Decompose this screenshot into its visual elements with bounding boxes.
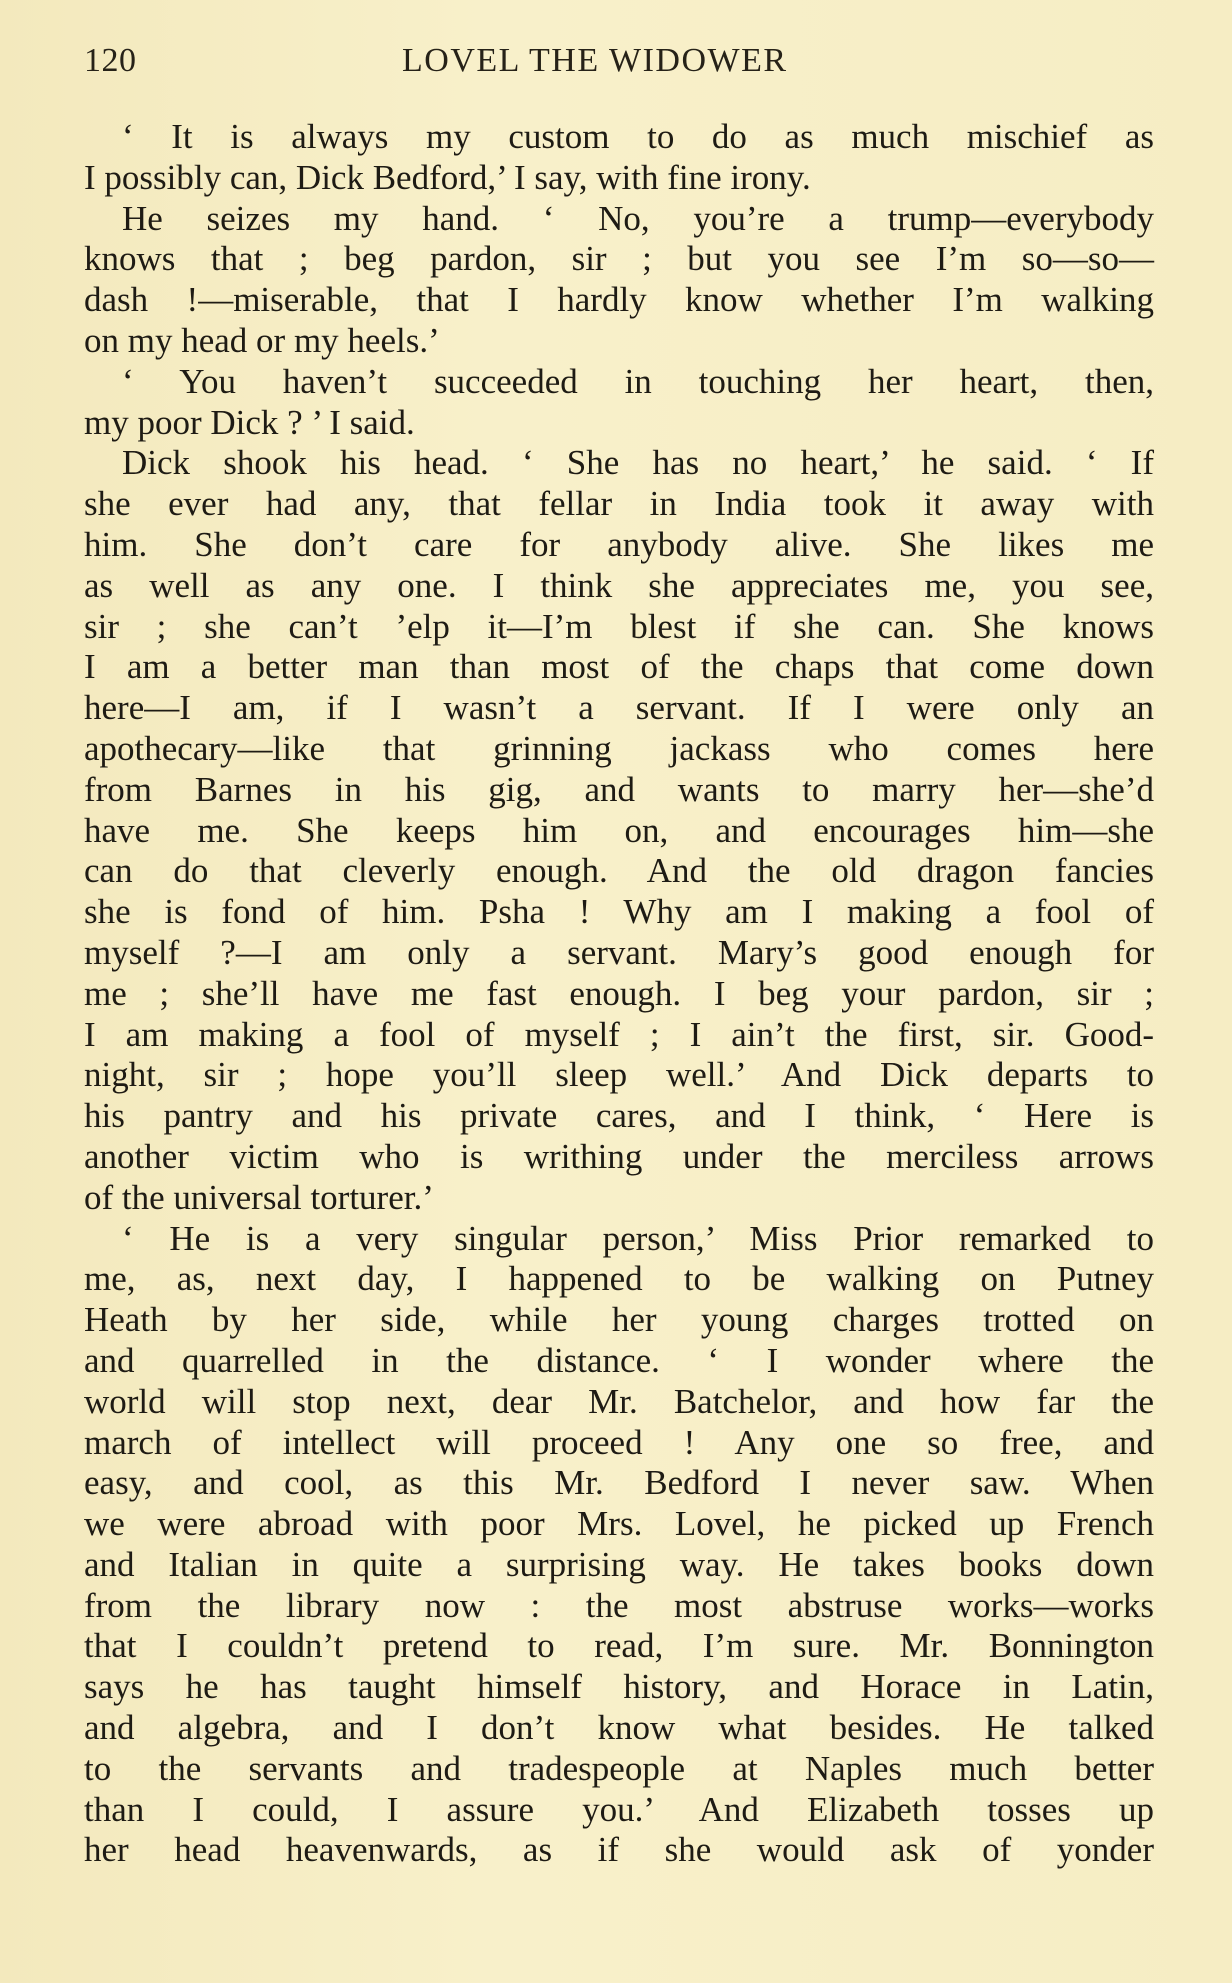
text-line: of the universal torturer.’ (84, 1177, 434, 1217)
text-line: I am making a fool of myself ; I ain’t the first, sir. Good- (84, 1014, 1154, 1054)
text-line: me ; she’ll have me fast enough. I beg your pardon, sir ; (84, 973, 1154, 1013)
text-line: my poor Dick ? ’ I said. (84, 402, 415, 442)
text-line: me, as, next day, I happened to be walking on Putney (84, 1259, 1154, 1299)
text-line: she is fond of him. Psha ! Why am I making a fool of (84, 892, 1154, 932)
text-line: and Italian in quite a surprising way. He takes books down (84, 1544, 1154, 1584)
text-line: sir ; she can’t ’elp it—I’m blest if she can. She knows (84, 606, 1154, 646)
text-line: his pantry and his private cares, and I think, ‘ Here is (84, 1096, 1154, 1136)
text-line: her head heavenwards, as if she would ask of yonder (84, 1830, 1154, 1870)
text-line: we were abroad with poor Mrs. Lovel, he picked up French (84, 1504, 1154, 1544)
text-line: world will stop next, dear Mr. Batchelor, and how far the (84, 1381, 1154, 1421)
text-line: she ever had any, that fellar in India took it away with (84, 484, 1154, 524)
text-line: ‘ You haven’t succeeded in touching her heart, then, (122, 361, 1154, 401)
text-line: night, sir ; hope you’ll sleep well.’ And Dick departs to (84, 1055, 1154, 1095)
text-line: to the servants and tradespeople at Naples much better (84, 1748, 1154, 1788)
text-line: knows that ; beg pardon, sir ; but you see I’m so—so— (84, 239, 1154, 279)
text-line: have me. She keeps him on, and encourages him—she (84, 810, 1154, 850)
text-line: myself ?—I am only a servant. Mary’s good enough for (84, 932, 1154, 972)
text-line: from Barnes in his gig, and wants to marry her—she’d (84, 769, 1154, 809)
text-line: that I couldn’t pretend to read, I’m sure. Mr. Bonnington (84, 1626, 1154, 1666)
text-line: ‘ He is a very singular person,’ Miss Prior remarked to (122, 1218, 1154, 1258)
text-line: Dick shook his head. ‘ She has no heart,’ he said. ‘ If (122, 443, 1154, 483)
text-line: I am a better man than most of the chaps that come down (84, 647, 1154, 687)
text-line: He seizes my hand. ‘ No, you’re a trump—everybody (122, 198, 1154, 238)
text-line: and quarrelled in the distance. ‘ I wonder where the (84, 1340, 1154, 1380)
text-line: easy, and cool, as this Mr. Bedford I never saw. When (84, 1463, 1154, 1503)
page-header (84, 42, 1154, 98)
running-title: LOVEL THE WIDOWER (402, 42, 788, 79)
text-line: as well as any one. I think she appreciates me, you see, (84, 565, 1154, 605)
text-line: than I could, I assure you.’ And Elizabeth tosses up (84, 1789, 1154, 1829)
text-line: on my head or my heels.’ (84, 320, 440, 360)
text-line: I possibly can, Dick Bedford,’ I say, with fine irony. (84, 157, 811, 197)
text-line: says he has taught himself history, and Horace in Latin, (84, 1667, 1154, 1707)
text-line: and algebra, and I don’t know what besides. He talked (84, 1708, 1154, 1748)
text-line: Heath by her side, while her young charges trotted on (84, 1300, 1154, 1340)
text-line: here—I am, if I wasn’t a servant. If I were only an (84, 688, 1154, 728)
text-line: ‘ It is always my custom to do as much mischief as (122, 117, 1154, 156)
text-line: dash !—miserable, that I hardly know whether I’m walking (84, 280, 1154, 320)
text-line: from the library now : the most abstruse works—works (84, 1585, 1154, 1625)
text-line: apothecary—like that grinning jackass who comes here (84, 728, 1154, 768)
text-line: march of intellect will proceed ! Any one so free, and (84, 1422, 1154, 1462)
body-text (84, 117, 1154, 1871)
text-line: can do that cleverly enough. And the old dragon fancies (84, 851, 1154, 891)
page-number: 120 (84, 42, 137, 79)
text-line: him. She don’t care for anybody alive. She likes me (84, 524, 1154, 564)
text-line: another victim who is writhing under the merciless arrows (84, 1136, 1154, 1176)
